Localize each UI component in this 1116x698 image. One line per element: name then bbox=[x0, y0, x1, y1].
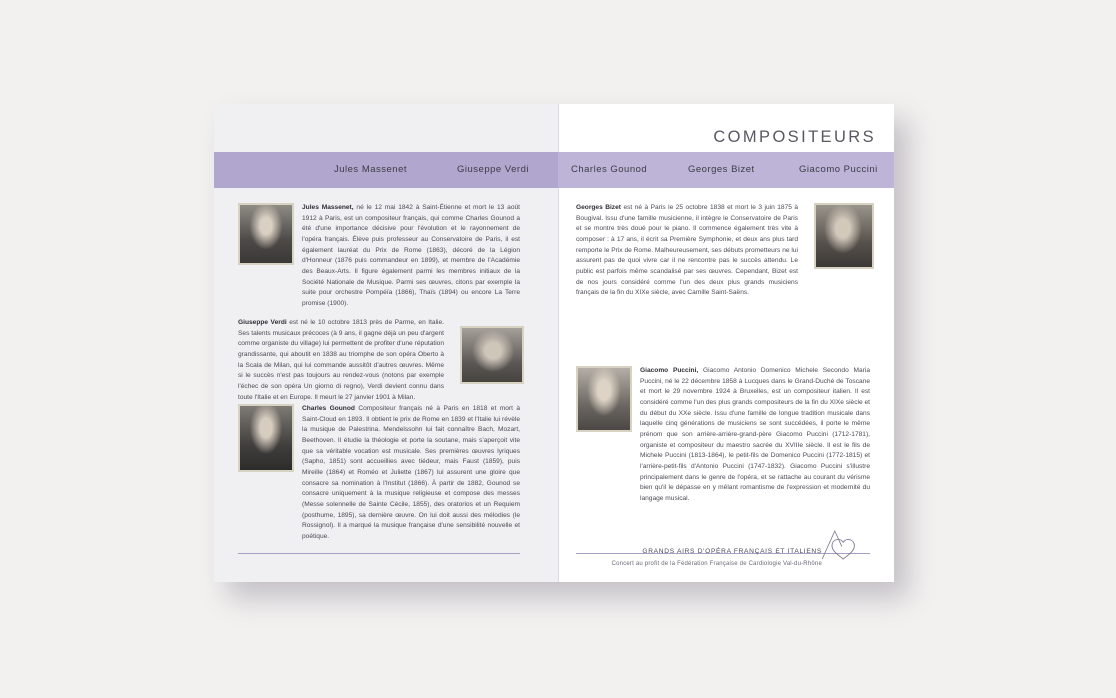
footer-subtitle: Concert au profit de la Fédération Française de Cardiologie Val-du-Rhône bbox=[611, 561, 822, 567]
footer-title: GRANDS AIRS D'OPÉRA FRANÇAIS ET ITALIENS bbox=[642, 548, 822, 555]
composer-bio-verdi: est né le 10 octobre 1813 près de Parme, en Italie. Ses talents musicaux précoces (à 9 ans, il gagne déjà un peu d'argent comme organiste du village) lui permettent de profiter d'une réputation grandissante, qui aboutit en 1838 au triomphe de son opéra Oberto à la Scala de Milan, qui lui commande aussitôt d'autres œuvres. Même si le succès n'est pas toujours au rendez-vous (notons par exemple l'échec de son opéra Un giorno di regno), Verdi devient connu dans toute l'Italie et en Europe. Il meurt le 27 janvier 1901 à Milan. bbox=[238, 319, 444, 401]
portrait-charles-gounod bbox=[238, 404, 294, 472]
composer-bio-gounod: Compositeur français né à Paris en 1818 et mort à Saint-Cloud en 1893. Il obtient le prix de Rome en 1839 et l'Italie lui révèle la musique de Palestrina. Mendelssohn lui fait connaître Bach, Mozart, Beethoven. Il étudie la théologie et porte la soutane, mais s'aperçoit vite que sa véritable vocation est musicale. Ses premières œuvres lyriques (Sapho, 1851) sont accueillies avec tiédeur, mais Faust (1859), puis Mireille (1864) et Roméo et Juliette (1867) lui assurent une gloire que consacre sa nomination à l'Institut (1866). À partir de 1882, Gounod se consacre uniquement à la musique religieuse et compose des messes (Messe solennelle de Sainte Cécile, 1855), des oratorios et un Requiem (posthume, 1895), sa dernière œuvre. On lui doit aussi des mélodies (le Rossignol). Il a marqué la musique française d'une sensibilité nouvelle et poétique. bbox=[302, 405, 520, 541]
portrait-image bbox=[462, 328, 522, 382]
footer-rule-left bbox=[238, 553, 520, 554]
nav-item-giacomo-puccini[interactable]: Giacomo Puccini bbox=[799, 164, 878, 175]
nav-item-charles-gounod[interactable]: Charles Gounod bbox=[571, 164, 648, 175]
entry-charles-gounod bbox=[302, 404, 520, 543]
composer-bio-puccini: Giacomo Antonio Domenico Michele Secondo Maria Puccini, né le 22 décembre 1858 à Lucques dans le Grand-Duché de Toscane et mort le 29 novembre 1924 à Bruxelles, est un compositeur italien. Il est considéré comme l'un des plus grands compositeurs de la fin du XIXe siècle et du début du XXe siècle. Issu d'une famille de longue tradition musicale dans laquelle cinq générations de musiciens se sont succédées, il porte le même prénom que son arrière-arrière-grand-père Giacomo Puccini (1712-1781), organiste et compositeur du maestro sacrée du XVIIIe siècle. Il est le fils de Michele Puccini (1813-1864), le petit-fils de Domenico Puccini (1772-1815) et l'arrière-petit-fils d'Antonio Puccini (1747-1832). Giacomo Puccini s'illustre principalement dans le genre de l'opéra, et se rattache au courant du vérisme bien qu'il le dépasse en y mêlant romantisme de l'expression et modernité du langage musical. bbox=[640, 367, 870, 503]
page-title: COMPOSITEURS bbox=[713, 128, 876, 146]
nav-item-jules-massenet[interactable]: Jules Massenet bbox=[334, 164, 408, 175]
nav-item-georges-bizet[interactable]: Georges Bizet bbox=[688, 164, 755, 175]
composer-nav-band bbox=[214, 152, 894, 188]
portrait-image bbox=[816, 205, 872, 267]
composer-bio-massenet: né le 12 mai 1842 à Saint-Étienne et mort le 13 août 1912 à Paris, est un compositeur français, qui comme Charles Gounod a été d'une importance décisive pour l'évolution et le rayonnement de l'opéra français. Élève puis professeur au Conservatoire de Paris, il est également lauréat du Prix de Rome (1863), décoré de la Légion d'Honneur (1876 puis commandeur en 1899), et membre de l'Académie des Beaux-Arts. Il figure également parmi les membres initiaux de la Société Nationale de Musique. Parmi ses œuvres, citons par exemple la suite pour orchestre Pompéïa (1866), Thaïs (1894) ou encore La Terre promise (1900). bbox=[302, 204, 520, 308]
portrait-image bbox=[578, 368, 630, 430]
portrait-image bbox=[240, 406, 292, 470]
composer-name-verdi: Giuseppe Verdi bbox=[238, 319, 287, 326]
entry-georges-bizet bbox=[576, 203, 798, 299]
portrait-jules-massenet bbox=[238, 203, 294, 265]
composer-name-puccini: Giacomo Puccini, bbox=[640, 367, 699, 374]
entry-giacomo-puccini bbox=[640, 366, 870, 505]
nav-item-giuseppe-verdi[interactable]: Giuseppe Verdi bbox=[457, 164, 529, 175]
portrait-georges-bizet bbox=[814, 203, 874, 269]
heart-icon bbox=[818, 528, 860, 562]
portrait-image bbox=[240, 205, 292, 263]
portrait-giacomo-puccini bbox=[576, 366, 632, 432]
composer-name-bizet: Georges Bizet bbox=[576, 204, 621, 211]
composer-bio-bizet: est né à Paris le 25 octobre 1838 et mort le 3 juin 1875 à Bougival. Issu d'une famille musicienne, il intègre le Conservatoire de Paris et se montre très doué pour le piano. Il commence également très vite à composer : à 17 ans, il écrit sa Première Symphonie, et deux ans plus tard remporte le Prix de Rome. Malheureusement, ses débuts prometteurs ne lui assurent pas de quoi vivre car il ne rencontre pas le succès attendu. Le public est parfois même scandalisé par ses œuvres. Cependant, Bizet est de nos jours considéré comme l'un des deux plus grands musiciens français de la fin du XIXe siècle, avec Camille Saint-Saëns. bbox=[576, 204, 799, 297]
entry-jules-massenet bbox=[302, 203, 520, 310]
portrait-giuseppe-verdi bbox=[460, 326, 524, 384]
entry-giuseppe-verdi bbox=[238, 318, 444, 403]
brochure-spread bbox=[214, 104, 894, 582]
composer-name-gounod: Charles Gounod bbox=[302, 405, 355, 412]
composer-name-massenet: Jules Massenet, bbox=[302, 204, 354, 211]
